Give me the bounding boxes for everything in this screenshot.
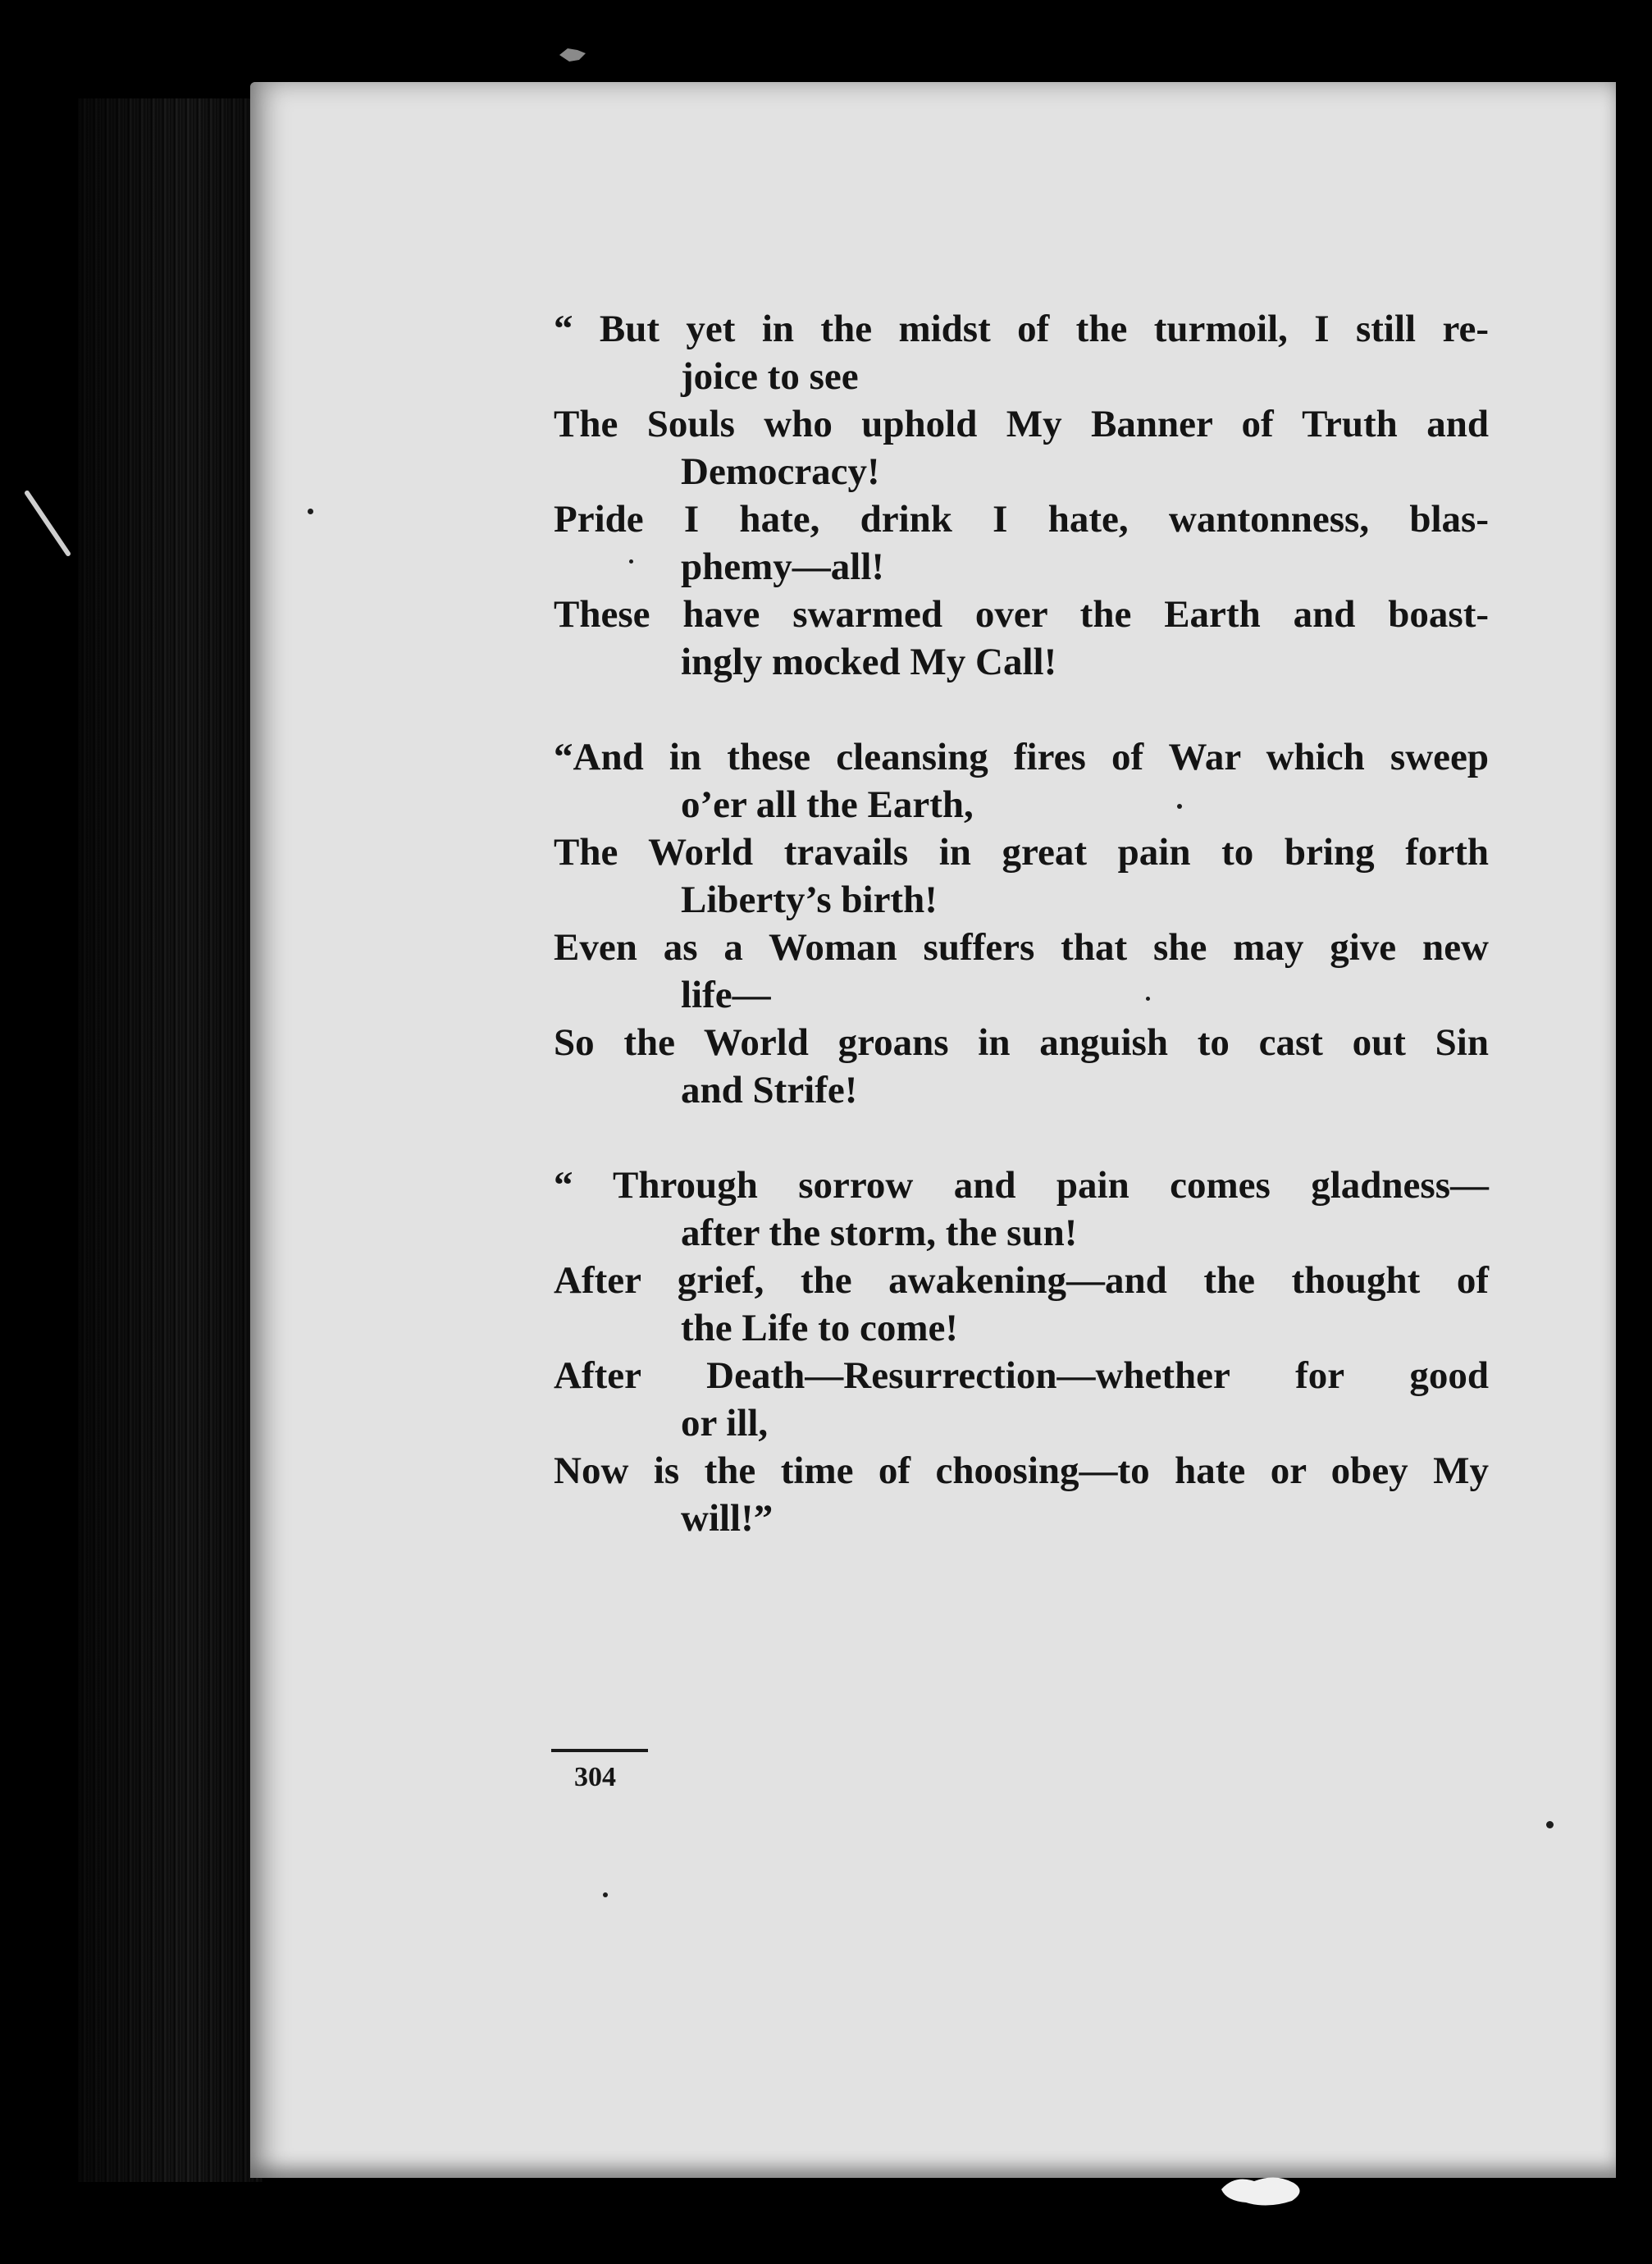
verse-line: The Souls who uphold My Banner of Truth and — [554, 403, 1489, 445]
verse-line: or ill, — [681, 1402, 769, 1445]
poem-text — [554, 305, 1489, 1590]
verse-line: Liberty’s birth! — [681, 879, 938, 921]
verse-line: Now is the time of choosing—to hate or obey My — [554, 1449, 1489, 1492]
spine-shadow — [78, 98, 262, 2182]
verse-line: “And in these cleansing fires of War which sweep — [554, 736, 1489, 778]
stanza-1 — [554, 305, 1489, 686]
verse-line: life— — [681, 974, 771, 1016]
stanza-2 — [554, 733, 1489, 1114]
verse-line: o’er all the Earth, — [681, 783, 974, 826]
verse-line: Democracy! — [681, 450, 880, 493]
verse-line: These have swarmed over the Earth and boast- — [554, 593, 1489, 636]
ink-blot-mark — [558, 45, 587, 63]
verse-line: the Life to come! — [681, 1307, 958, 1349]
verse-line: will!” — [681, 1497, 774, 1540]
footer-rule — [551, 1749, 648, 1752]
verse-line: “ Through sorrow and pain comes gladness— — [554, 1164, 1489, 1207]
verse-line: “ But yet in the midst of the turmoil, I still re- — [554, 308, 1489, 350]
verse-line: phemy—all! — [681, 545, 885, 588]
verse-line: Even as a Woman suffers that she may give new — [554, 926, 1489, 969]
verse-line: ingly mocked My Call! — [681, 641, 1057, 683]
verse-line: after the storm, the sun! — [681, 1212, 1078, 1254]
verse-line: The World travails in great pain to bring forth — [554, 831, 1489, 874]
edge-blot-mark — [1218, 2170, 1308, 2211]
verse-line: After grief, the awakening—and the thought of — [554, 1259, 1489, 1302]
verse-line: and Strife! — [681, 1069, 858, 1111]
verse-line: joice to see — [681, 355, 859, 398]
page-number: 304 — [574, 1762, 616, 1792]
verse-line: So the World groans in anguish to cast out Sin — [554, 1021, 1489, 1064]
margin-stroke-mark — [21, 488, 78, 562]
verse-line: After Death—Resurrection—whether for good — [554, 1354, 1489, 1397]
stanza-3 — [554, 1162, 1489, 1542]
verse-line: Pride I hate, drink I hate, wantonness, blas- — [554, 498, 1489, 541]
